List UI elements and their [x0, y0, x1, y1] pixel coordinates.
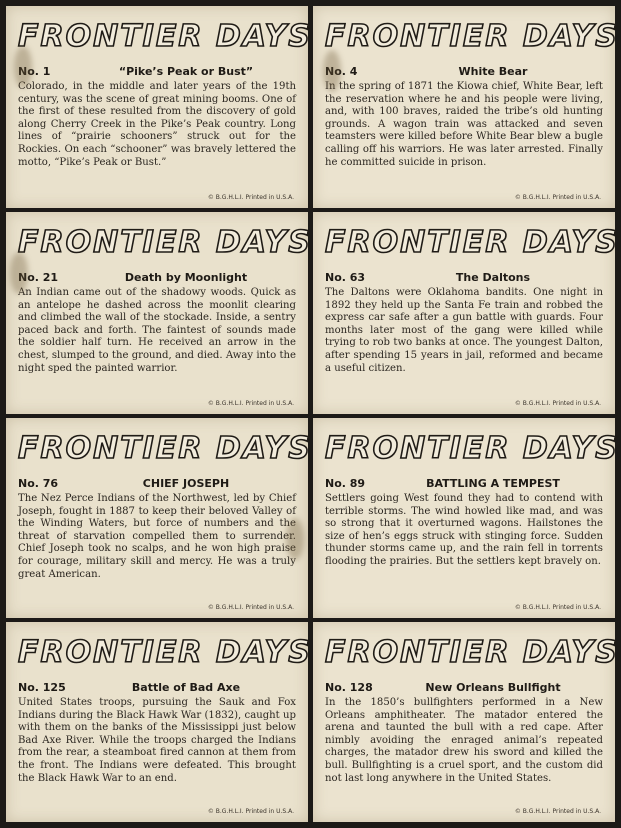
card-6	[313, 418, 619, 618]
card-footer: © B.G.H.L.I. Printed in U.S.A.	[514, 604, 601, 611]
card-footer: © B.G.H.L.I. Printed in U.S.A.	[207, 400, 294, 407]
card-number: No. 21	[18, 271, 59, 284]
card-footer: © B.G.H.L.I. Printed in U.S.A.	[514, 808, 601, 815]
card-footer: © B.G.H.L.I. Printed in U.S.A.	[207, 808, 294, 815]
card-text: Settlers going West found they had to contend with terrible storms. The wind howled like mad, and was so strong that it overturned wagons. Hailstones the size of hen’s eggs struck with stinging force. Sudden thunder storms came up, and the rain fell in torrents flooding the prairies. But the settlers kept bravely on.	[325, 493, 603, 567]
card-number: No. 63	[325, 271, 366, 284]
card-text: An Indian came out of the shadowy woods. Quick as an antelope he dashed across the moonlit clearing and climbed the wall of the stockade. Inside, a sentry paced back and forth. The faintest of sounds made the soldier half turn. He received an arrow in the chest, slumped to the ground, and died. Away into the night sped the painted warrior.	[18, 287, 296, 374]
stain-mark	[10, 252, 28, 294]
card-title: FRONTIER DAYS	[325, 225, 619, 260]
card-text: United States troops, pursuing the Sauk and Fox Indians during the Black Hawk War (1832), caught up with them on the banks of the Mississippi just below Bad Axe River. While the troops charged the Indians from the rear, a steamboat fired cannon at them from the front. The Indians were defeated. This brought the Black Hawk War to an end.	[18, 697, 296, 784]
card-name: BATTLING A TEMPEST	[426, 477, 560, 490]
card-heading	[325, 271, 603, 284]
card-text: In the spring of 1871 the Kiowa chief, White Bear, left the reservation where he and his people were living, and, with 100 braves, raided the tribe’s old hunting grounds. A wagon train was attacked and seven teamsters were killed before White Bear blew a bugle calling off his warriors. He was later arrested. Finally he committed suicide in prison.	[325, 81, 603, 168]
card-5	[6, 418, 312, 618]
card-number: No. 128	[325, 681, 373, 694]
card-heading	[18, 271, 296, 284]
card-title: FRONTIER DAYS	[18, 225, 312, 260]
card-footer: © B.G.H.L.I. Printed in U.S.A.	[207, 604, 294, 611]
card-title: FRONTIER DAYS	[325, 431, 619, 466]
card-number: No. 89	[325, 477, 366, 490]
card-number: No. 76	[18, 477, 59, 490]
card-text: The Nez Perce Indians of the Northwest, led by Chief Joseph, fought in 1887 to keep their beloved Valley of the Winding Waters, but force of numbers and the threat of starvation compelled them to surrender. Chief Joseph took no scalps, and he won high praise for courage, military skill and mercy. He was a truly great American.	[18, 493, 296, 580]
card-title: FRONTIER DAYS	[325, 635, 619, 670]
card-heading	[325, 65, 603, 78]
stain-mark	[323, 50, 341, 92]
card-1	[6, 6, 312, 208]
card-footer: © B.G.H.L.I. Printed in U.S.A.	[514, 194, 601, 201]
stain-mark	[14, 46, 32, 88]
card-name: CHIEF JOSEPH	[142, 477, 230, 490]
card-name: White Bear	[458, 65, 528, 78]
card-3	[6, 212, 312, 414]
card-name: Death by Moonlight	[124, 271, 248, 284]
card-text: In the 1850’s bullfighters performed in a New Orleans amphitheater. The matador entered the arena and taunted the bull with a red cape. After nimbly avoiding the enraged animal’s repeated charges, the matador drew his sword and killed the bull. Bullfighting is a cruel sport, and the custom did not last long anywhere in the United States.	[325, 697, 603, 784]
card-name: Battle of Bad Axe	[131, 681, 241, 694]
card-4	[313, 212, 619, 414]
card-text: Colorado, in the middle and later years of the 19th century, was the scene of great mining booms. One of the first of these resulted from the discovery of gold along Cherry Creek in the Pike’s Peak country. Long lines of “prairie schooners” struck out for the Rockies. On each “schooner” was bravely lettered the motto, “Pike’s Peak or Bust.”	[18, 81, 296, 168]
card-number: No. 1	[18, 65, 51, 78]
card-title: FRONTIER DAYS	[18, 431, 312, 466]
card-name: The Daltons	[455, 271, 531, 284]
card-footer: © B.G.H.L.I. Printed in U.S.A.	[207, 194, 294, 201]
card-7	[6, 622, 312, 822]
card-title: FRONTIER DAYS	[18, 19, 312, 54]
card-number: No. 4	[325, 65, 358, 78]
card-heading	[18, 477, 296, 490]
stain-mark	[286, 518, 304, 560]
card-number: No. 125	[18, 681, 66, 694]
card-name: New Orleans Bullfight	[425, 681, 561, 694]
card-heading	[18, 681, 296, 694]
card-footer: © B.G.H.L.I. Printed in U.S.A.	[514, 400, 601, 407]
card-title: FRONTIER DAYS	[18, 635, 312, 670]
card-title: FRONTIER DAYS	[325, 19, 619, 54]
card-heading	[325, 477, 603, 490]
card-heading	[18, 65, 296, 78]
card-heading	[325, 681, 603, 694]
card-2	[313, 6, 619, 208]
card-8	[313, 622, 619, 822]
card-text: The Daltons were Oklahoma bandits. One night in 1892 they held up the Santa Fe train and robbed the express car safe after a gun battle with guards. Four months later most of the gang were killed while trying to rob two banks at once. The youngest Dalton, after spending 15 years in jail, reformed and became a useful citizen.	[325, 287, 603, 374]
card-name: “Pike’s Peak or Bust”	[118, 65, 254, 78]
